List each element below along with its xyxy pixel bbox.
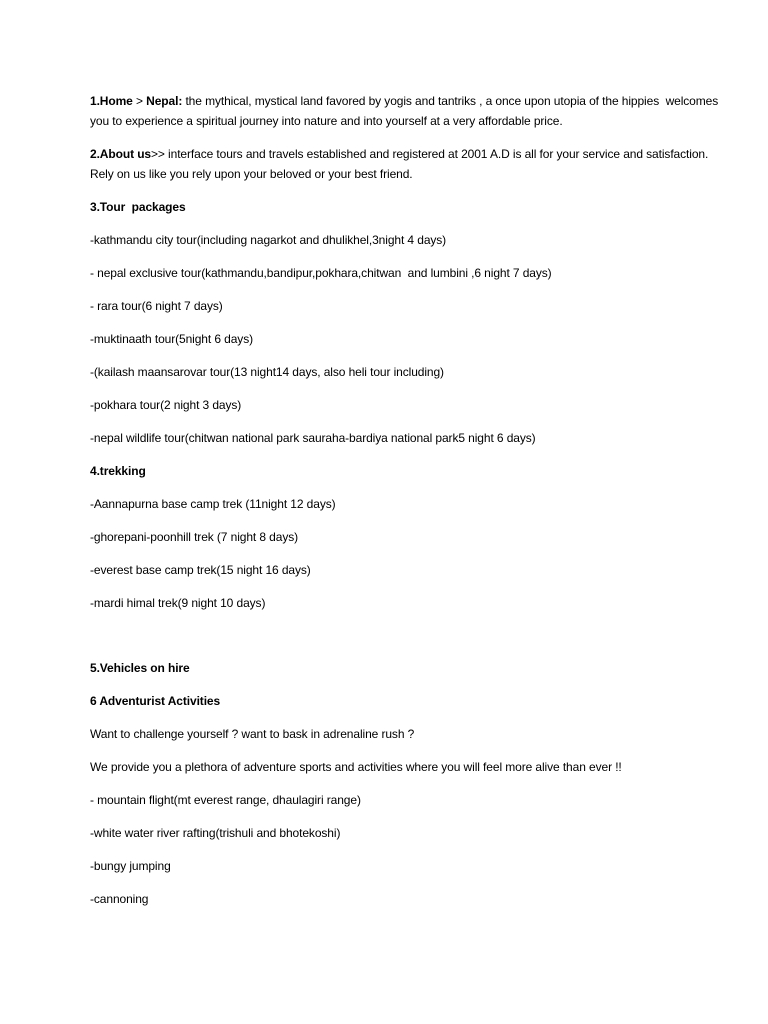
spacer [90,626,730,658]
activity-item: -bungy jumping [90,859,171,873]
activities-intro: Want to challenge yourself ? want to bask in adrenaline rush ? [90,727,415,741]
tour-item: -muktinaath tour(5night 6 days) [90,332,253,346]
activities-intro: We provide you a plethora of adventure sports and activities where you will feel more alive than ever !! [90,760,622,774]
vehicles-heading: 5.Vehicles on hire [90,661,190,675]
tour-item: -kathmandu city tour(including nagarkot and dhulikhel,3night 4 days) [90,233,447,247]
home-label: 1.Home [90,94,133,108]
about-paragraph [90,144,730,184]
about-label: 2.About us [90,147,151,161]
trek-item: -Aannapurna base camp trek (11night 12 days) [90,497,336,511]
activity-item: -cannoning [90,892,149,906]
trekking-heading: 4.trekking [90,464,146,478]
nepal-label: Nepal: [146,94,183,108]
activity-item: - mountain flight(mt everest range, dhaulagiri range) [90,793,361,807]
trek-item: -ghorepani-poonhill trek (7 night 8 days) [90,530,299,544]
intro-text: the mythical, mystical land favored by yogis and tantriks , a once upon utopia of the hippies welcomes you to experience a spiritual journey into nature and into yourself at a very affordable price. [90,94,722,128]
trek-item: -everest base camp trek(15 night 16 days) [90,563,311,577]
tour-item: -(kailash maansarovar tour(13 night14 days, also heli tour including) [90,365,444,379]
about-text: >> interface tours and travels established and registered at 2001 A.D is all for your service and satisfaction. Rely on us like you rely upon your beloved or your best friend. [90,147,712,181]
document-page [90,91,730,922]
breadcrumb-separator: > [132,94,147,108]
tour-packages-heading: 3.Tour packages [90,200,186,214]
tour-item: -pokhara tour(2 night 3 days) [90,398,242,412]
tour-item: - nepal exclusive tour(kathmandu,bandipur,pokhara,chitwan and lumbini ,6 night 7 days) [90,266,552,280]
activity-item: -white water river rafting(trishuli and bhotekoshi) [90,826,341,840]
tour-item: - rara tour(6 night 7 days) [90,299,223,313]
tour-item: -nepal wildlife tour(chitwan national park sauraha-bardiya national park5 night 6 days) [90,431,536,445]
activities-heading: 6 Adventurist Activities [90,694,221,708]
trek-item: -mardi himal trek(9 night 10 days) [90,596,266,610]
intro-paragraph [90,91,730,131]
